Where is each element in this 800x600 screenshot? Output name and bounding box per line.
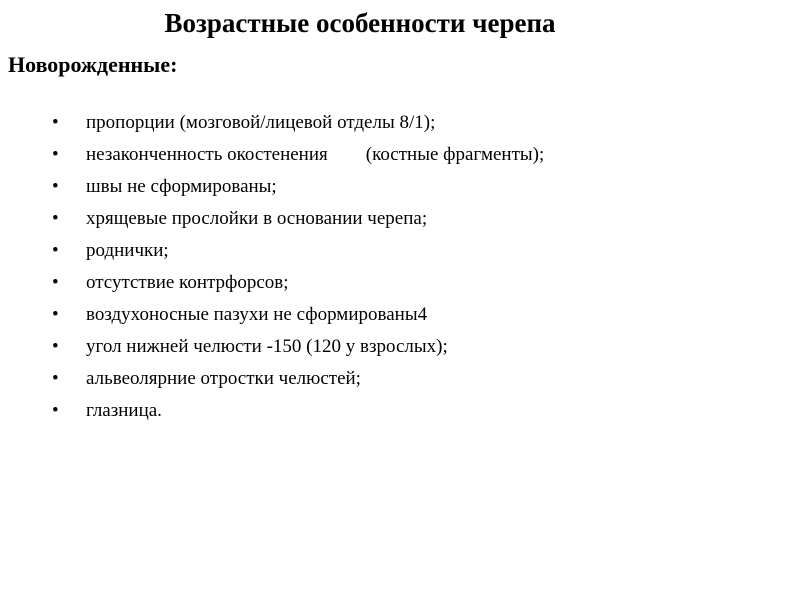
list-item: [0, 397, 162, 429]
list-item: [0, 173, 277, 205]
list-item-text: глазница.: [86, 400, 162, 421]
list-item-text: роднички;: [86, 240, 169, 261]
bullet-icon: •: [52, 368, 59, 389]
list-item: [0, 365, 361, 397]
list-item-text: незаконченность окостенения (костные фрагменты);: [86, 144, 545, 165]
list-item-text: воздухоносные пазухи не сформированы4: [86, 304, 428, 325]
bullet-icon: •: [52, 336, 59, 357]
section-heading: Новорожденные:: [8, 52, 178, 77]
list-item: [0, 109, 436, 141]
bullet-list: [0, 109, 545, 429]
list-item-text: швы не сформированы;: [86, 176, 277, 197]
list-item: [0, 205, 428, 237]
list-item: [0, 269, 289, 301]
list-item-text: отсутствие контрфорсов;: [86, 272, 289, 293]
list-item: [0, 237, 169, 269]
bullet-icon: •: [52, 400, 59, 421]
bullet-icon: •: [52, 272, 59, 293]
list-item: [0, 301, 428, 333]
bullet-icon: •: [52, 176, 59, 197]
list-item-text: хрящевые прослойки в основании черепа;: [86, 208, 428, 229]
bullet-icon: •: [52, 144, 59, 165]
bullet-icon: •: [52, 112, 59, 133]
bullet-icon: •: [52, 304, 59, 325]
slide-title: Возрастные особенности черепа: [164, 8, 556, 38]
list-item-text: угол нижней челюсти -150 (120 у взрослых);: [86, 336, 448, 357]
list-item: [0, 141, 545, 173]
bullet-icon: •: [52, 240, 59, 261]
bullet-icon: •: [52, 208, 59, 229]
list-item: [0, 333, 448, 365]
list-item-text: пропорции (мозговой/лицевой отделы 8/1);: [86, 112, 436, 133]
list-item-text: альвеолярние отростки челюстей;: [86, 368, 361, 389]
